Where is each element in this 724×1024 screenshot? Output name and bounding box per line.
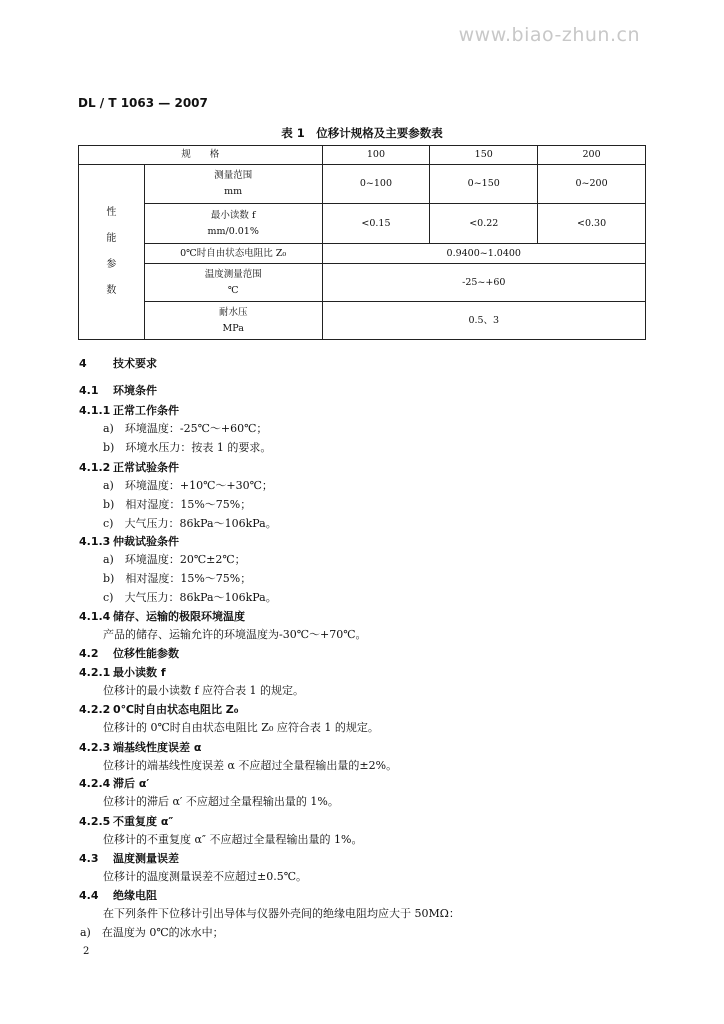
row-label-text: 温度测量范围 <box>204 268 262 280</box>
list-item: a) 环境温度：+10℃～+30℃； <box>103 479 273 492</box>
table-row <box>79 204 646 244</box>
section-heading: 4.1.2 正常试验条件 <box>79 461 179 474</box>
cell-value-merged: 0.9400~1.0400 <box>322 244 645 264</box>
cell-value-merged: -25~+60 <box>322 264 645 302</box>
row-label <box>144 204 322 244</box>
spec-table <box>78 145 646 340</box>
section-heading: 4.1.4 储存、运输的极限环境温度 <box>79 610 245 623</box>
group-label-char: 性 <box>106 207 117 218</box>
paragraph: 位移计的 0℃时自由状态电阻比 Z₀ 应符合表 1 的规定。 <box>103 721 379 734</box>
row-label-text: 耐水压 <box>218 306 248 318</box>
cell-value: 0~200 <box>538 165 646 204</box>
spec-label: 规 格 <box>79 146 323 165</box>
spec-value: 100 <box>322 146 430 165</box>
paragraph: 位移计的不重复度 α″ 不应超过全量程输出量的 1%。 <box>103 833 363 846</box>
list-item: c) 大气压力：86kPa～106kPa。 <box>103 517 277 530</box>
row-label <box>144 165 322 204</box>
list-item: c) 大气压力：86kPa～106kPa。 <box>103 591 277 604</box>
section-heading: 4.3 温度测量误差 <box>79 852 179 865</box>
standard-code-header: DL / T 1063 — 2007 <box>78 96 208 110</box>
paragraph: 在下列条件下位移计引出导体与仪器外壳间的绝缘电阻均应大于 50MΩ： <box>103 907 460 920</box>
spec-value: 150 <box>430 146 538 165</box>
list-item: b) 相对湿度：15%～75%； <box>103 498 252 511</box>
section-heading: 4.2.3 端基线性度误差 α <box>79 741 202 754</box>
spec-value: 200 <box>538 146 646 165</box>
section-heading: 4.1 环境条件 <box>79 384 157 397</box>
list-item: a) 环境温度：20℃±2℃； <box>103 553 246 566</box>
paragraph: 位移计的最小读数 f 应符合表 1 的规定。 <box>103 684 305 697</box>
section-heading: 4.4 绝缘电阻 <box>79 889 157 902</box>
row-label-text: 测量范围 <box>214 170 253 181</box>
performance-params-label <box>79 165 145 340</box>
list-item: b) 环境水压力：按表 1 的要求。 <box>103 441 272 454</box>
paragraph: 位移计的滞后 α′ 不应超过全量程输出量的 1%。 <box>103 795 339 808</box>
table-row <box>79 165 646 204</box>
cell-value: <0.15 <box>322 204 430 244</box>
section-heading: 4.2 位移性能参数 <box>79 647 179 660</box>
cell-value: <0.22 <box>430 204 538 244</box>
row-unit-text: mm/0.01% <box>207 225 259 237</box>
cell-value: <0.30 <box>538 204 646 244</box>
row-label <box>144 302 322 340</box>
page-number: 2 <box>83 946 90 957</box>
section-heading: 4.1.1 正常工作条件 <box>79 404 179 417</box>
section-heading: 4.2.5 不重复度 α″ <box>79 815 174 828</box>
row-label: 0℃时自由状态电阻比 Z₀ <box>144 244 322 264</box>
group-label-char: 数 <box>106 285 117 296</box>
row-unit-text: mm <box>224 186 243 197</box>
section-heading: 4.2.1 最小读数 f <box>79 666 166 679</box>
list-item: a) 在温度为 0℃的冰水中； <box>80 926 224 939</box>
list-item: a) 环境温度：-25℃～+60℃； <box>103 422 268 435</box>
cell-value-merged: 0.5、3 <box>322 302 645 340</box>
group-label-char: 参 <box>106 259 117 270</box>
paragraph: 位移计的温度测量误差不应超过±0.5℃。 <box>103 870 308 883</box>
cell-value: 0~100 <box>322 165 430 204</box>
row-unit-text: MPa <box>222 322 244 334</box>
row-unit-text: ℃ <box>227 284 239 296</box>
table-row <box>79 302 646 340</box>
table-row <box>79 244 646 264</box>
table-header-row <box>79 146 646 165</box>
section-heading: 4 技术要求 <box>79 357 157 370</box>
row-label <box>144 264 322 302</box>
table-title: 表 1 位移计规格及主要参数表 <box>281 126 443 140</box>
paragraph: 产品的储存、运输允许的环境温度为-30℃～+70℃。 <box>103 628 367 641</box>
list-item: b) 相对湿度：15%～75%； <box>103 572 252 585</box>
group-label-char: 能 <box>106 233 117 244</box>
table-row <box>79 264 646 302</box>
paragraph: 位移计的端基线性度误差 α 不应超过全量程输出量的±2%。 <box>103 759 398 772</box>
watermark: www.biao-zhun.cn <box>458 24 640 46</box>
row-label-text: 最小读数 f <box>210 209 256 221</box>
section-heading: 4.1.3 仲裁试验条件 <box>79 535 179 548</box>
section-heading: 4.2.4 滞后 α′ <box>79 777 150 790</box>
section-heading: 4.2.2 0℃时自由状态电阻比 Z₀ <box>79 703 239 716</box>
cell-value: 0~150 <box>430 165 538 204</box>
